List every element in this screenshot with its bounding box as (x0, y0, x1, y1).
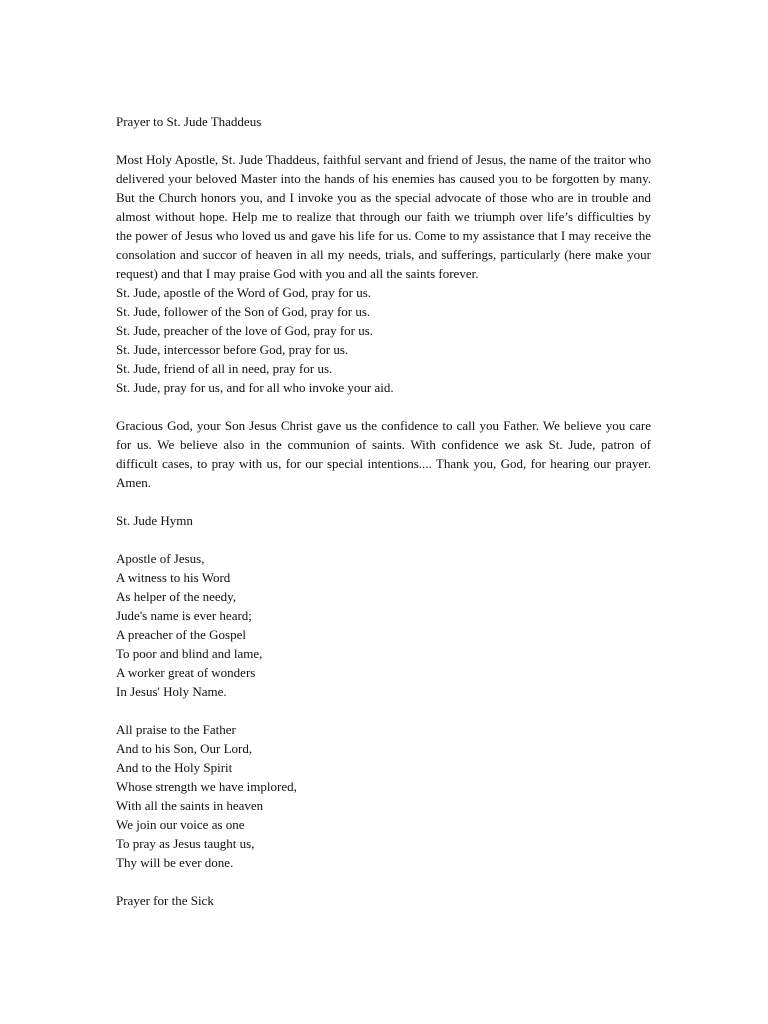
hymn-verse-line: Whose strength we have implored, (116, 779, 297, 794)
hymn-verse-line: And to his Son, Our Lord, (116, 741, 253, 756)
spacer (116, 492, 651, 511)
hymn-verse-line: Thy will be ever done. (116, 855, 234, 870)
document-page (116, 112, 651, 910)
spacer (116, 872, 651, 891)
hymn-verse-line: A preacher of the Gospel (116, 627, 246, 642)
hymn-verse-line: We join our voice as one (116, 817, 245, 832)
hymn-verse-line: In Jesus' Holy Name. (116, 684, 227, 699)
litany-line: St. Jude, apostle of the Word of God, pray for us. (116, 285, 372, 300)
gracious-god-paragraph: Gracious God, your Son Jesus Christ gave us the confidence to call you Father. We believe you care for us. We believe also in the communion of saints. With confidence we ask St. Jude, patron of difficult cases, to pray with us, for our special intentions.... Thank you, God, for hearing our prayer. Amen. (116, 418, 651, 490)
hymn-verse-line: A witness to his Word (116, 570, 231, 585)
sick-prayer-title: Prayer for the Sick (116, 893, 214, 908)
prayer-paragraph: Most Holy Apostle, St. Jude Thaddeus, faithful servant and friend of Jesus, the name of the traitor who delivered your beloved Master into the hands of his enemies has caused you to be forgotten by many. But the Church honors you, and I invoke you as the special advocate of those who are in trouble and almost without hope. Help me to realize that through our faith we triumph over life’s difficulties by the power of Jesus who loved us and gave his life for us. Come to my assistance that I may receive the consolation and succor of heaven in all my needs, trials, and sufferings, particularly (here make your request) and that I may praise God with you and all the saints forever. (116, 152, 651, 281)
litany-line: St. Jude, friend of all in need, pray for us. (116, 361, 333, 376)
litany-line: St. Jude, preacher of the love of God, pray for us. (116, 323, 374, 338)
hymn-verse-line: All praise to the Father (116, 722, 236, 737)
hymn-verse-line: And to the Holy Spirit (116, 760, 233, 775)
spacer (116, 397, 651, 416)
hymn-verse-line: To poor and blind and lame, (116, 646, 263, 661)
hymn-verse-line: With all the saints in heaven (116, 798, 264, 813)
spacer (116, 131, 651, 150)
hymn-verse-line: To pray as Jesus taught us, (116, 836, 255, 851)
hymn-verse-line: A worker great of wonders (116, 665, 256, 680)
hymn-verse-line: As helper of the needy, (116, 589, 237, 604)
hymn-verse-line: Jude's name is ever heard; (116, 608, 252, 623)
prayer-title: Prayer to St. Jude Thaddeus (116, 114, 262, 129)
spacer (116, 530, 651, 549)
hymn-title: St. Jude Hymn (116, 513, 193, 528)
spacer (116, 701, 651, 720)
litany-line: St. Jude, follower of the Son of God, pray for us. (116, 304, 371, 319)
litany-line: St. Jude, intercessor before God, pray for us. (116, 342, 349, 357)
hymn-verse-line: Apostle of Jesus, (116, 551, 205, 566)
litany-line: St. Jude, pray for us, and for all who invoke your aid. (116, 380, 394, 395)
